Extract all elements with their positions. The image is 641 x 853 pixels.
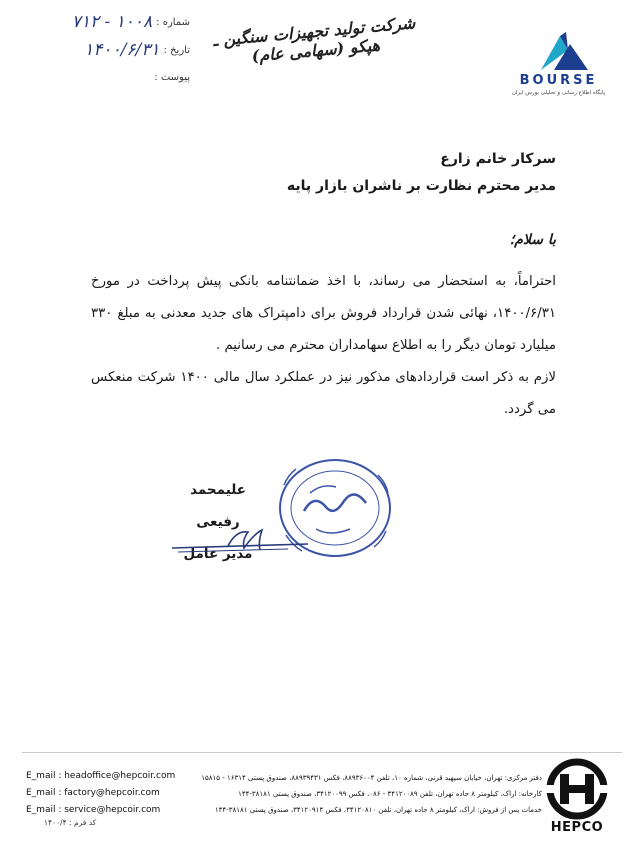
address-factory: کارخانه: اراک، کیلومتر ۸ جاده تهران، تلفن ۳۴۱۲۰۰۸۹ - ۰۸۶، فکس ۳۴۱۲۰۰۹۹، صندوق پستی ۳۸۱۸۱-۱۴۴ — [238, 790, 542, 798]
body-paragraph-1: احتراماً، به استحضار می رساند، با اخذ ضمانتنامه بانکی پیش پرداخت در مورخ ۱۴۰۰/۶/۳۱، نهائی شدن قرارداد فروش برای دامپتراک های جدید معدنی به مبلغ ۳۳۰ میلیارد تومان دیگر را به اطلاع سهامداران محترم می رسانیم . — [91, 274, 556, 353]
footer-addresses — [182, 770, 542, 818]
recipient-name: سرکار خانم زارع — [440, 151, 556, 167]
hepco-logo-text: HEPCO — [550, 820, 604, 835]
bourse-mountain-icon — [496, 30, 621, 74]
footer-emails — [26, 768, 176, 819]
email-service: E_mail : service@hepcoir.com — [26, 805, 161, 815]
number-row — [72, 12, 190, 32]
body-paragraph-2: لازم به ذکر است قراردادهای مذکور نیز در عملکرد سال مالی ۱۴۰۰ شرکت منعکس می گردد. — [91, 370, 556, 417]
letter-meta — [20, 10, 190, 90]
hepco-logo-icon — [546, 758, 608, 820]
letter-body — [91, 266, 556, 426]
date-value: ۱۴۰۰/۶/۳۱ — [84, 40, 160, 60]
email-factory: E_mail : factory@hepcoir.com — [26, 788, 160, 798]
footer-divider — [22, 752, 622, 753]
handwritten-signature-icon — [168, 526, 318, 562]
date-label: تاریخ : — [163, 44, 190, 56]
attachment-label: پیوست : — [154, 72, 190, 83]
email-headoffice: E_mail : headoffice@hepcoir.com — [26, 771, 176, 781]
recipient-block — [176, 146, 556, 200]
number-label: شماره : — [156, 16, 190, 28]
bourse-logo — [496, 30, 621, 105]
recipient-title: مدیر محترم نظارت بر ناشران بازار پایه — [286, 178, 556, 194]
number-value: ۷۱۲ - ۱۰۰۸ — [71, 12, 153, 32]
bourse-logo-text: BOURSE — [519, 73, 598, 88]
signer-title: مدیر عامل — [183, 546, 253, 562]
attachment-row — [154, 72, 190, 83]
address-headoffice: دفتر مرکزی: تهران، خیابان سپهبد قرنی، شماره ۱۰، تلفن ۸۸۹۳۶۰۰۴، فکس ۸۸۹۳۹۴۳۱، صندوق پستی ۱۶۳۱۴ - ۱۵۸۱۵ — [201, 774, 542, 782]
form-code: کد فرم : ۱۴۰۰/۴ — [44, 818, 97, 827]
company-title: شرکت تولید تجهیزات سنگین ـ هپکو (سهامی عام) — [212, 13, 416, 66]
address-service: خدمات پس از فروش: اراک، کیلومتر ۸ جاده تهران، تلفن ۳۴۱۲۰۸۱۰، فکس ۳۴۱۲۰۹۱۴، صندوق پستی ۳۸۱۸۱-۱۴۴ — [214, 806, 542, 814]
greeting: با سلام؛ — [509, 232, 556, 248]
date-row — [84, 40, 190, 60]
signer-name: علیمحمد رفیعی — [190, 482, 246, 530]
bourse-logo-subtitle: پایگاه اطلاع رسانی و تحلیلی بورس ایران — [511, 90, 606, 96]
